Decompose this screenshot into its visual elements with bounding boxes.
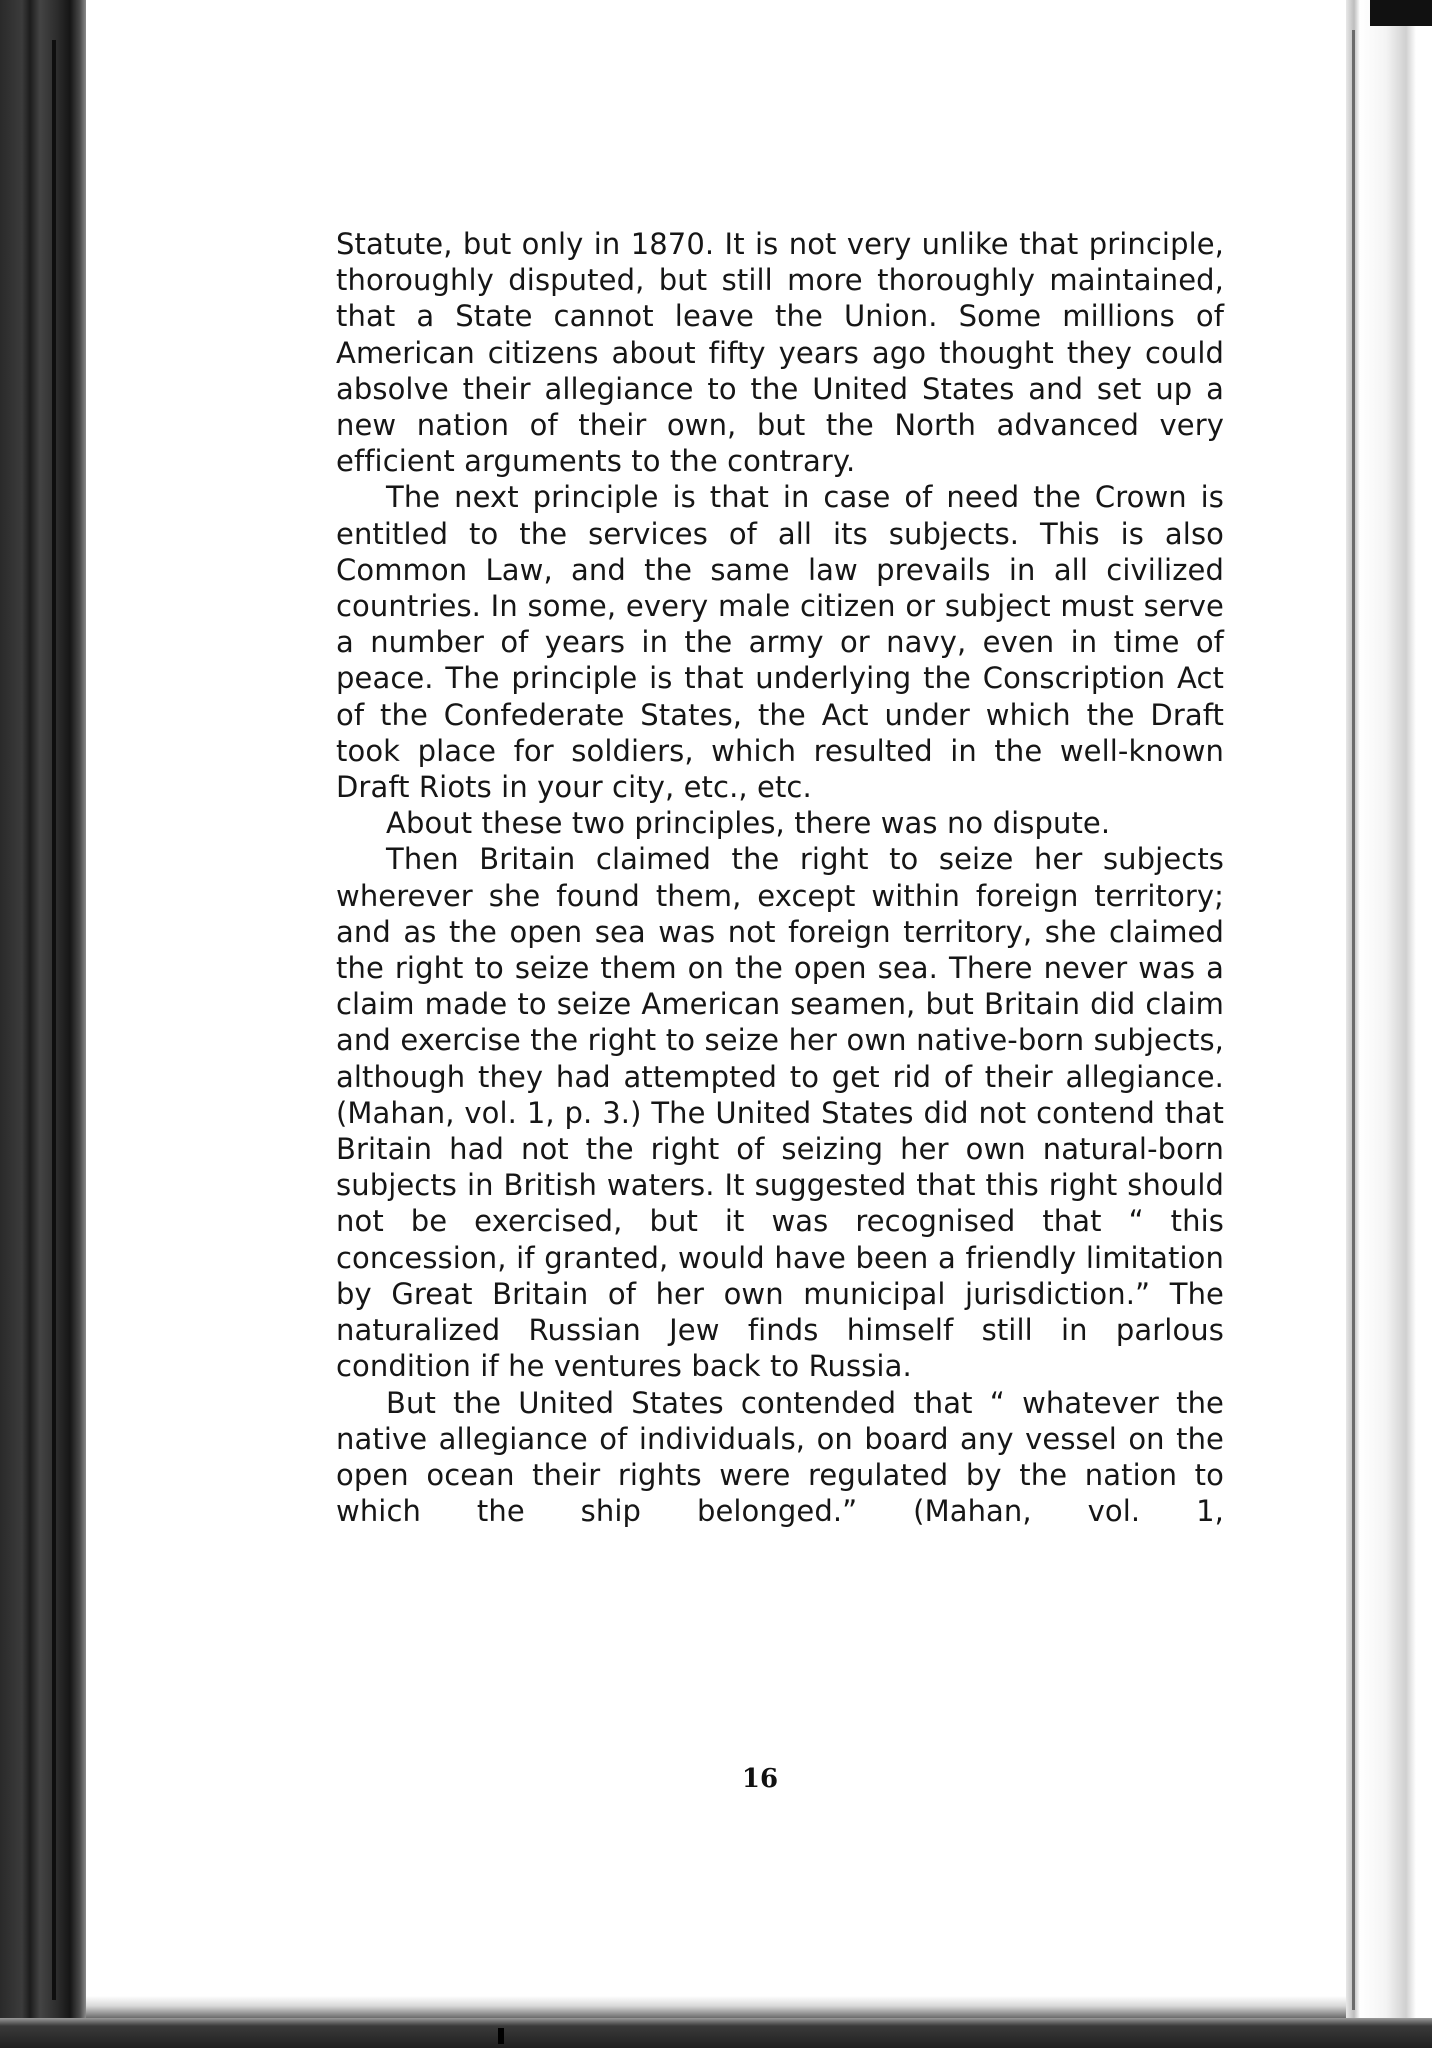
paragraph-2: The next principle is that in case of need the Crown is entitled to the services of all its subjects. This is also Common Law, and the same law prevails in all civilized countries. In some, every male citizen or subject must serve a number of years in the army or navy, even in time of peace. The principle is that underlying the Conscription Act of the Confederate States, the Act under which the Draft took place for soldiers, which resulted in the well-known Draft Riots in your city, etc., etc. — [336, 480, 1224, 805]
bottom-scan-mark — [498, 2028, 504, 2044]
paragraph-3: About these two principles, there was no dispute. — [386, 806, 1111, 841]
page-number: 16 — [741, 1764, 779, 1794]
top-right-corner-shadow — [1370, 0, 1432, 26]
body-text — [336, 226, 1224, 1529]
right-page-line — [1352, 30, 1355, 2010]
left-binding-line — [52, 40, 56, 2000]
paragraph-1: Statute, but only in 1870. It is not very unlike that principle, thoroughly disputed, but still more thoroughly maintained, that a State cannot leave the Union. Some millions of American citizens about fifty years ago thought they could absolve their allegiance to the United States and set up a new nation of their own, but the North advanced very efficient arguments to the contrary. — [336, 227, 1224, 479]
right-page-edge — [1346, 0, 1432, 2048]
paragraph-5: But the United States contended that “ whatever the native allegiance of individuals, on board any vessel on the open ocean their rights were regulated by the nation to which the ship belonged.” (Mahan, vol. 1, — [336, 1385, 1224, 1529]
bottom-page-shadow — [86, 1996, 1346, 2020]
paragraph-4: Then Britain claimed the right to seize her subjects wherever she found them, except within foreign territory; and as the open sea was not foreign territory, she claimed the right to seize them on the open sea. There never was a claim made to seize American seamen, but Britain did claim and exercise the right to seize her own native-born subjects, although they had attempted to get rid of their allegiance. (Mahan, vol. 1, p. 3.) The United States did not contend that Britain had not the right of seizing her own natural-born subjects in British waters. It suggested that this right should not be exercised, but it was recognised that “ this concession, if granted, would have been a friendly limitation by Great Britain of her own municipal jurisdiction.” The naturalized Russian Jew finds himself still in parlous condition if he ventures back to Russia. — [336, 842, 1224, 1384]
left-binding-edge — [0, 0, 86, 2048]
bottom-binding-edge — [0, 2018, 1432, 2048]
